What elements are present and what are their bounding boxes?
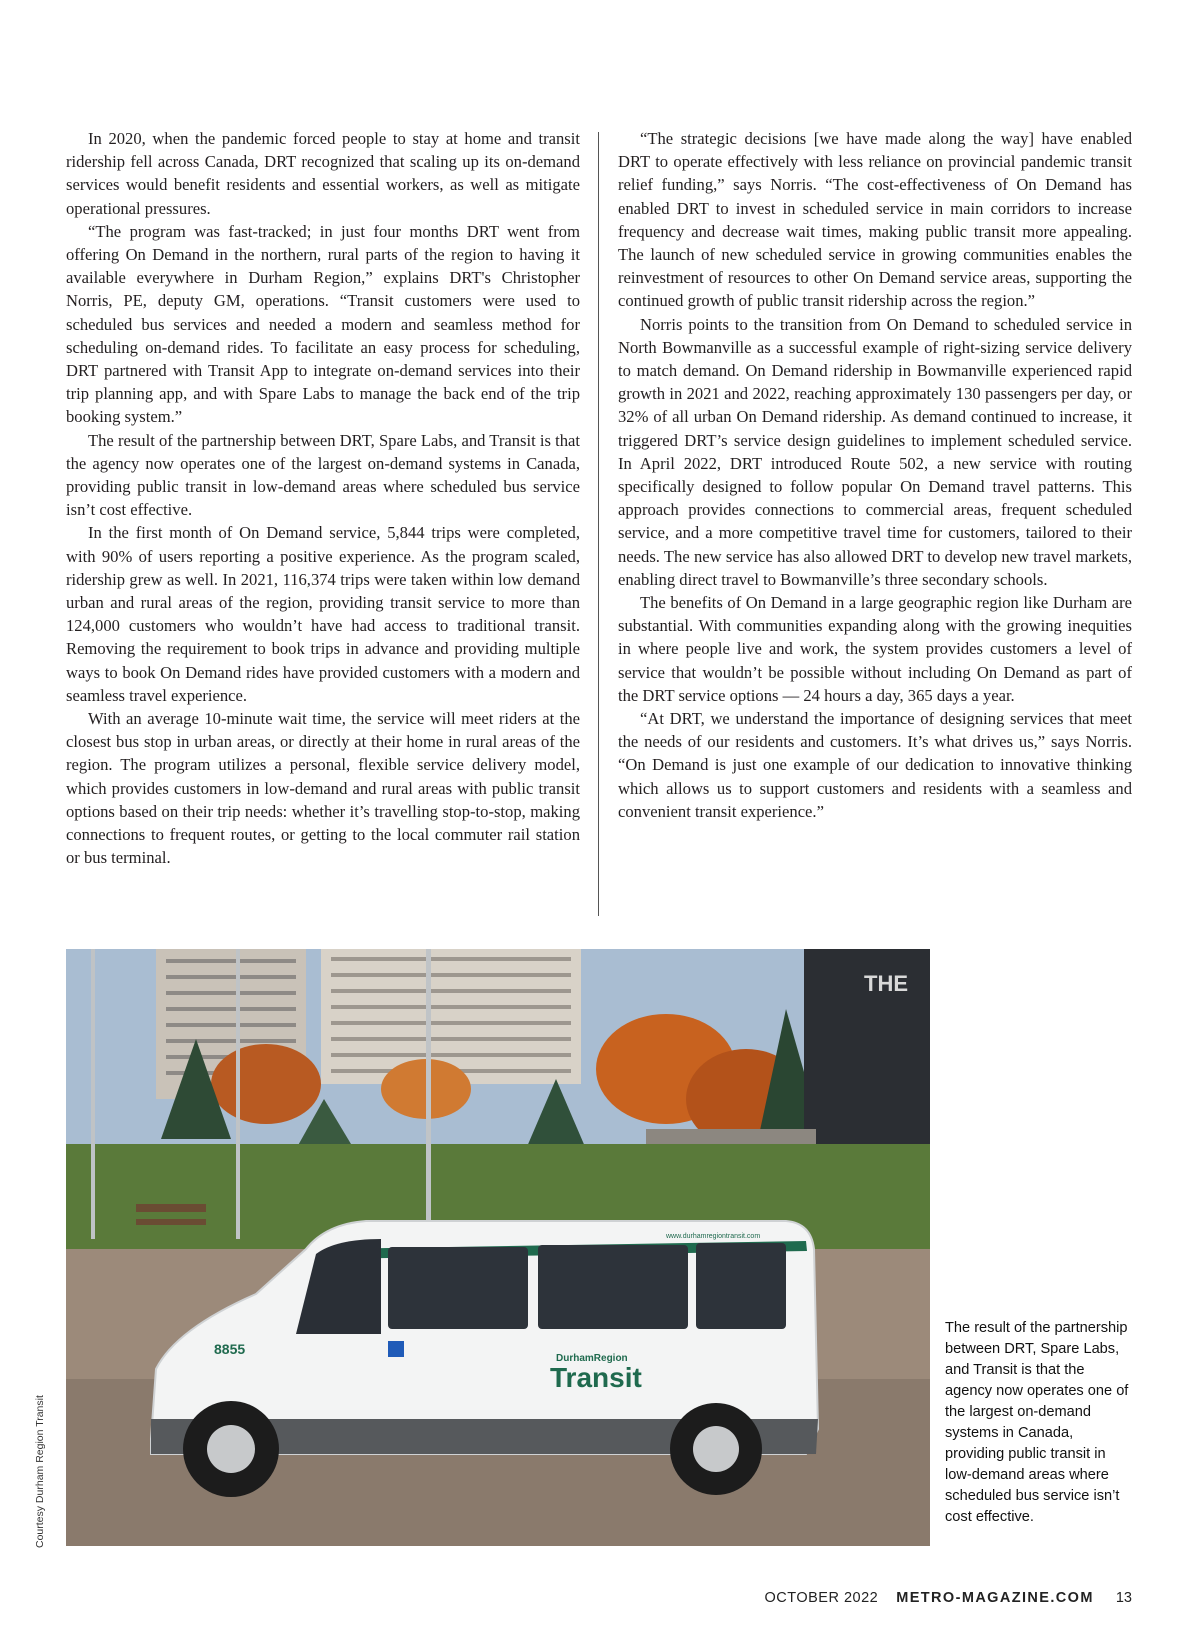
issue-date: OCTOBER 2022 [764, 1590, 879, 1606]
logo-transit: Transit [550, 1362, 642, 1393]
paragraph: “The strategic decisions [we have made along the way] have enabled DRT to operate effectively with less reliance on provincial pandemic transit relief funding,” says Norris. “The cost-effectiveness of On Demand has enabled DRT to invest in scheduled service in main corridors to increase frequency and decrease wait times, making public transit more appealing. The launch of new scheduled service in growing communities enables the reinvestment of resources to other On Demand service areas, supporting the continued growth of public transit ridership across the region.” [618, 129, 1132, 311]
van-number: 8855 [214, 1341, 246, 1357]
article-left-column [66, 127, 580, 870]
photo-caption: The result of the partnership between DRT, Spare Labs, and Transit is that the agency now operates one of the largest on-demand systems in Canada, providing public transit in low-demand areas where scheduled bus service isn’t cost effective. [945, 1320, 1129, 1525]
magazine-site: METRO-MAGAZINE.COM [896, 1590, 1094, 1606]
article-right-column [618, 127, 1132, 823]
paragraph: The benefits of On Demand in a large geographic region like Durham are substantial. With communities expanding along with the growing inequities in where people live and work, the system provides customers a level of service that wouldn’t be possible without including On Demand as part of the DRT service options — 24 hours a day, 365 days a year. [618, 593, 1132, 705]
paragraph: With an average 10-minute wait time, the service will meet riders at the closest bus stop in urban areas, or directly at their home in rural areas of the region. The program utilizes a personal, flexible service delivery model, which provides customers in low-demand and rural areas with public transit options based on their trip needs: whether it’s travelling stop-to-stop, making connections to frequent routes, or getting to the local commuter rail station or bus terminal. [66, 709, 580, 868]
photo-credit: Courtesy Durham Region Transit [34, 1395, 46, 1548]
van-photo [66, 949, 930, 1546]
building-sign: THE [864, 971, 908, 996]
paragraph: In the first month of On Demand service, 5,844 trips were completed, with 90% of users reporting a positive experience. As the program scaled, ridership grew as well. In 2021, 116,374 trips were taken within low demand urban and rural areas of the region, providing transit service to more than 124,000 customers who wouldn’t have had access to traditional transit. Removing the requirement to book trips in advance and providing multiple ways to book On Demand rides have provided customers with a modern and seamless travel experience. [66, 523, 580, 705]
van-url: www.durhamregiontransit.com [666, 1233, 761, 1240]
page-footer [764, 1590, 1132, 1606]
paragraph: The result of the partnership between DRT, Spare Labs, and Transit is that the agency now operates one of the largest on-demand systems in Canada, providing public transit in low-demand areas where scheduled bus service isn’t cost effective. [66, 430, 580, 520]
paragraph: “At DRT, we understand the importance of designing services that meet the needs of our residents and customers. It’s what drives us,” says Norris. “On Demand is just one example of our dedication to innovative thinking which allows us to support customers and residents with a seamless and convenient transit experience.” [618, 709, 1132, 821]
paragraph: In 2020, when the pandemic forced people to stay at home and transit ridership fell across Canada, DRT recognized that scaling up its on-demand services would benefit residents and essential workers, as well as mitigate operational pressures. [66, 129, 580, 218]
logo-region: DurhamRegion [556, 1353, 628, 1364]
column-divider [598, 132, 599, 916]
page-number: 13 [1115, 1590, 1132, 1606]
paragraph: Norris points to the transition from On Demand to scheduled service in North Bowmanville as a successful example of right-sizing service delivery to match demand. On Demand ridership in Bowmanville experienced rapid growth in 2021 and 2022, reaching approximately 130 passengers per day, or 32% of all urban On Demand ridership. As demand continued to increase, it triggered DRT’s service design guidelines to implement scheduled service. In April 2022, DRT introduced Route 502, a new service with routing specifically designed to follow popular On Demand travel patterns. This approach provides connections to commercial areas, frequent scheduled service, and a more competitive travel time for customers, tailored to their needs. The new service has also allowed DRT to develop new travel markets, enabling direct travel to Bowmanville’s three secondary schools. [618, 314, 1132, 589]
paragraph: “The program was fast-tracked; in just four months DRT went from offering On Demand in the northern, rural parts of the region to having it available everywhere in Durham Region,” explains DRT's Christopher Norris, PE, deputy GM, operations. “Transit customers were used to scheduled bus services and needed a modern and seamless method for scheduling on-demand rides. To facilitate an easy process for scheduling, DRT partnered with Transit App to integrate on-demand services into their trip planning app, and with Spare Labs to manage the back end of the trip booking system.” [66, 221, 580, 427]
